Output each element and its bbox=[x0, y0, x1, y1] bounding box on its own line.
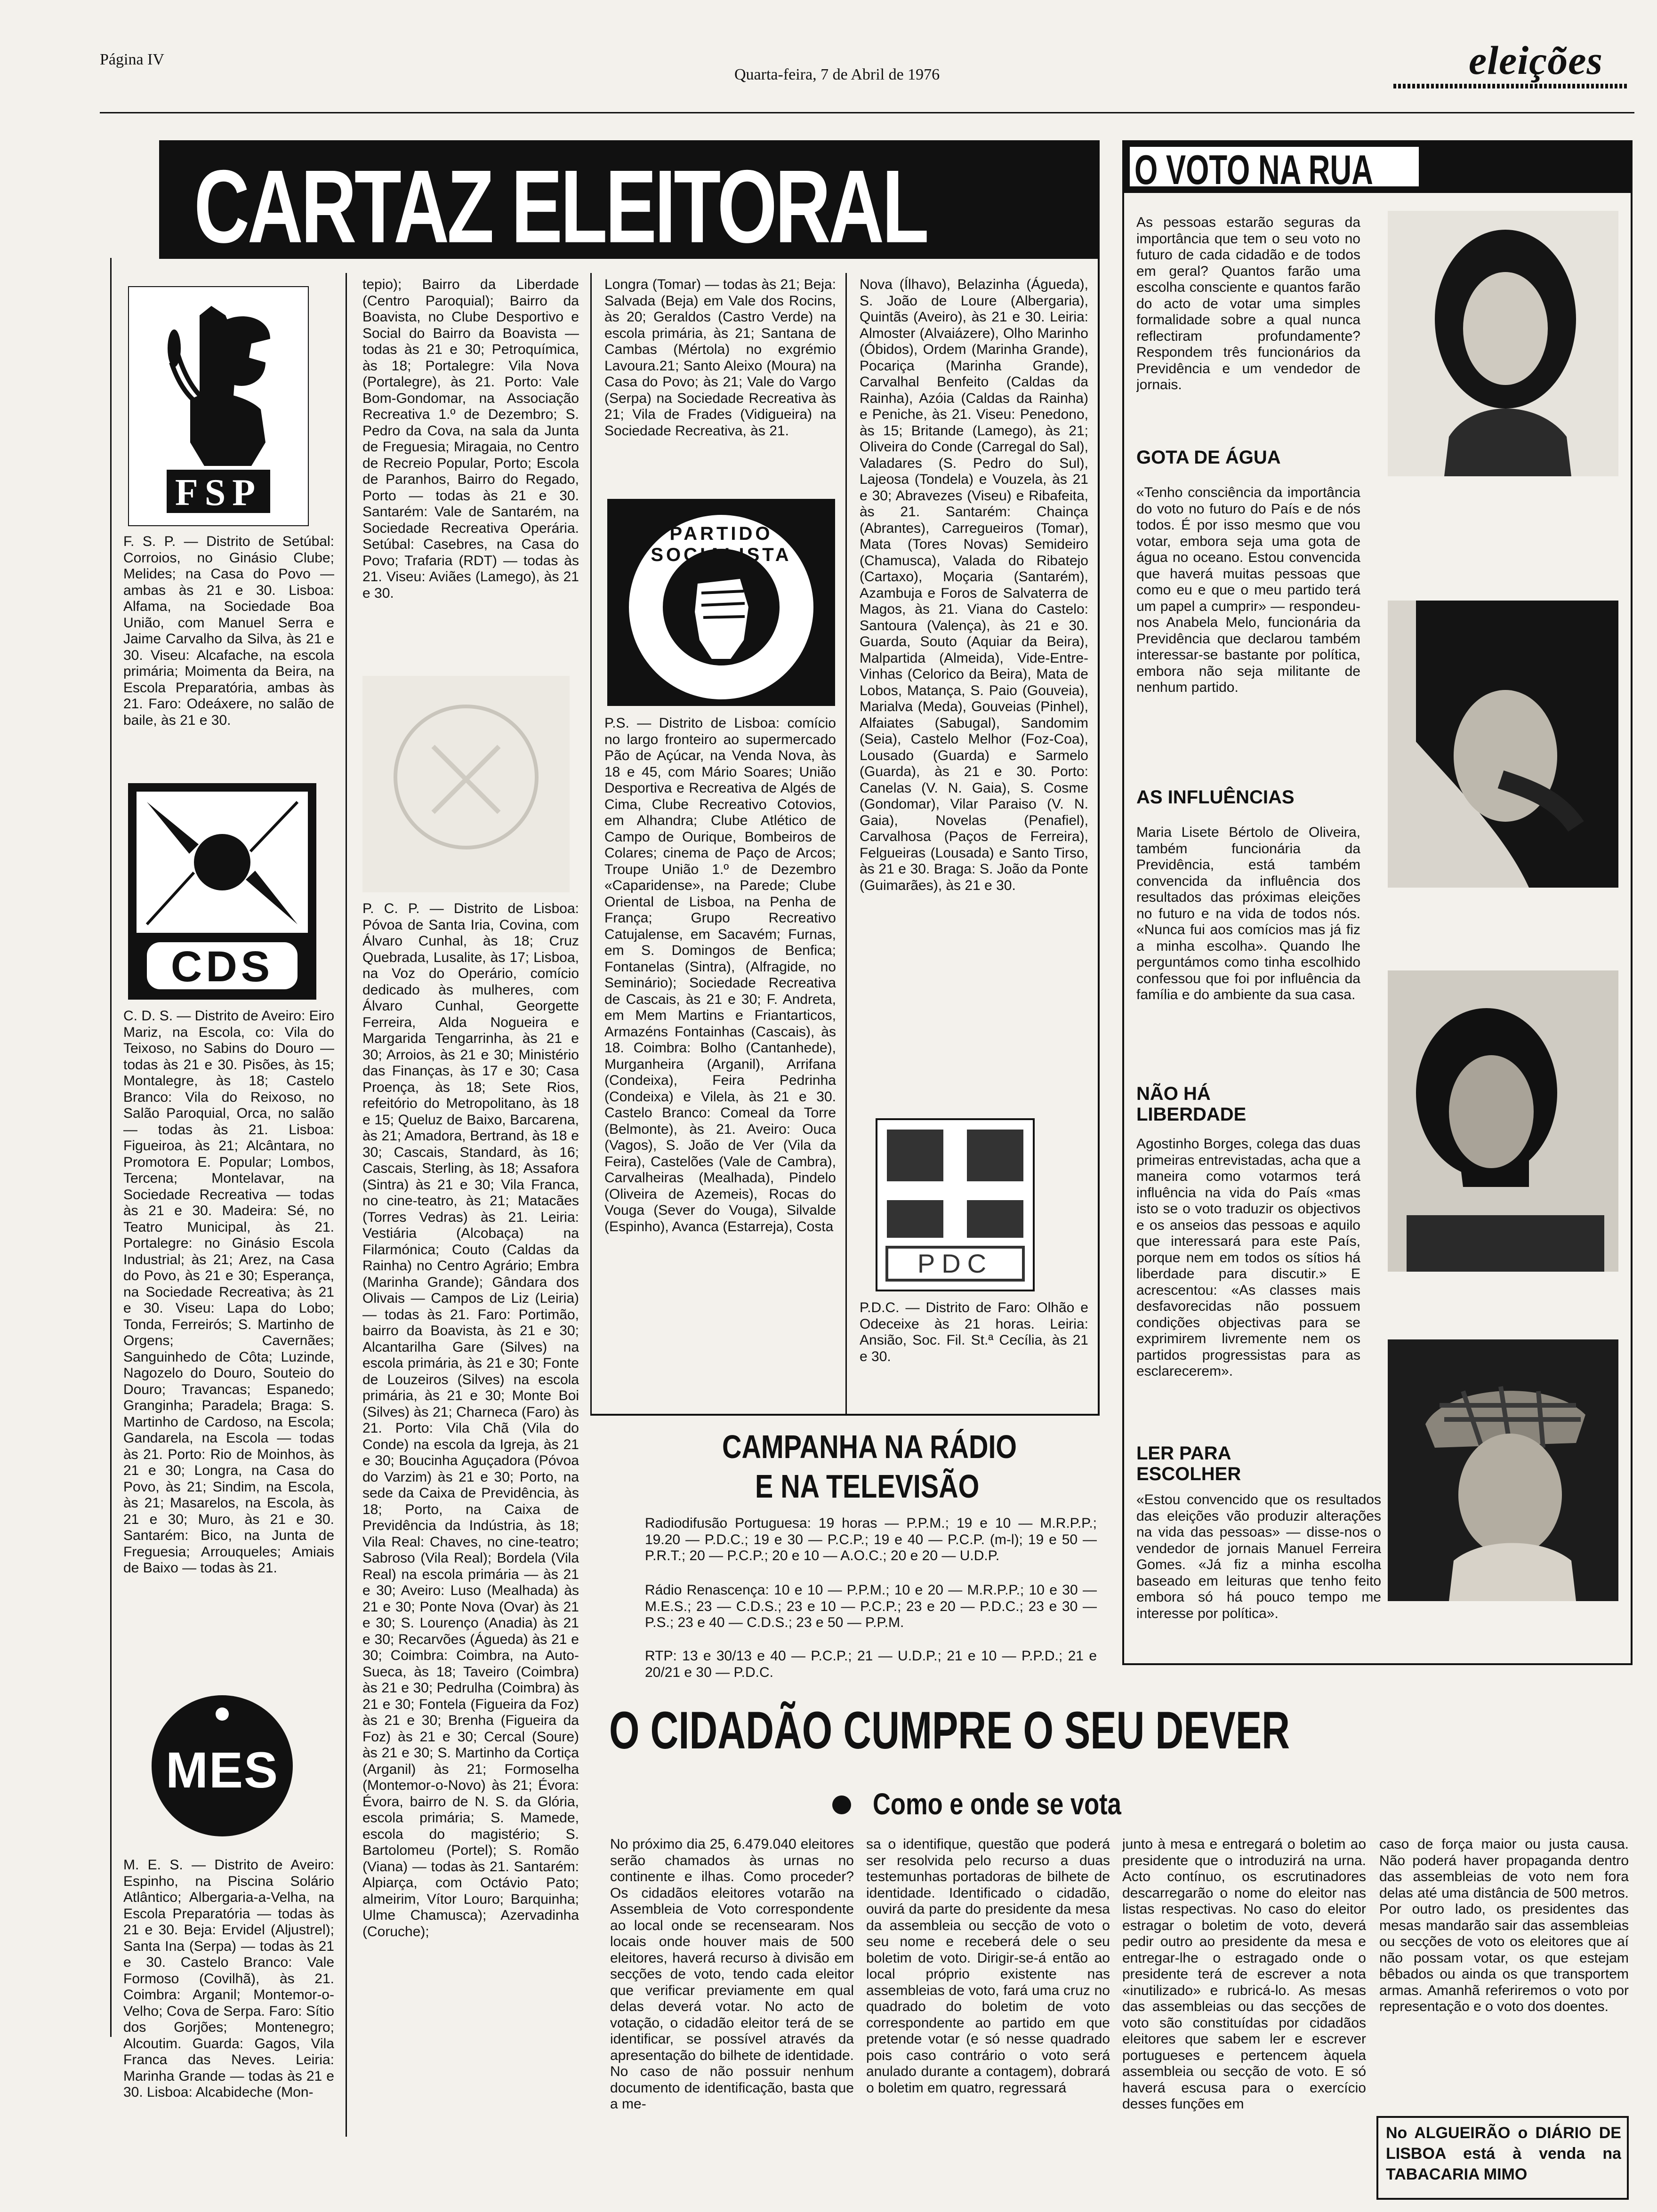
fsp-text: F. S. P. — Distrito de Setúbal: Corroios, no Ginásio Clube; Melides; na Casa do Povo — ambas às 21 e 30. Lisboa: Alfama, na Sociedade Boa União, com Manuel Serra e Jaime Carvalho da Silva, às 21 e 30. Viseu: Alcafache, na escola primária; Moimenta da Beira, na Escola Preparatória, ambas às 21. Faro: Odeáxere, no salão de baile, às 21 e 30. bbox=[123, 534, 334, 728]
header-rule bbox=[100, 112, 1634, 113]
col2-top-text: tepio); Bairro da Liberdade (Centro Paroquial); Bairro da Boavista, no Clube Desportivo e Social do Bairro da Boavista — todas às 21 e 30; Petroquímica, às 18; Portalegre: Vila Nova (Portalegre), às 21. Porto: Vale Bom-Gondomar, na Associação Recreativa 1.º de Dezembro; S. Pedro da Cova, na sala da Junta de Freguesia; Miragaia, no Centro de Recreio Popular, Porto; Escola de Paranhos, Bairro do Regado, Porto — todas às 21 e 30. Santarém: Vale de Santarém, na Sociedade Recreativa Operária. Setúbal: Casebres, na Casa do Povo; Trafaria (RDT) — todas às 21. Viseu: Aviães (Lamego), às 21 e 30. bbox=[362, 277, 579, 601]
fsp-logo bbox=[128, 286, 309, 526]
pdc-logo bbox=[876, 1118, 1035, 1291]
citizen-col-4: caso de força maior ou justa causa. Não poderá haver propaganda dentro das assembleias de voto nem fora delas até uma distância de 500 metros. Por outro lado, os presidentes das mesas mandarão sair das assembleias ou secções de voto os eleitores que aí não possam votar, os que estejam bêbados ou ainda os que transportem armas. Amanhã referiremos o voto por representação e o voto dos doentes. bbox=[1379, 1836, 1629, 2014]
sidebar-heading-ler-1: LER PARA bbox=[1136, 1443, 1231, 1464]
sidebar-title: O VOTO NA RUA bbox=[1134, 146, 1373, 193]
interviewee-photo-3 bbox=[1388, 970, 1618, 1272]
pcp-emblem-icon bbox=[362, 676, 570, 892]
radio-title-1: CAMPANHA NA RÁDIO bbox=[722, 1428, 1017, 1465]
radio-rtp: RTP: 13 e 30/13 e 40 — P.C.P.; 21 — U.D.P.; 21 e 10 — P.P.D.; 21 e 20/21 e 30 — P.D.C. bbox=[645, 1648, 1097, 1680]
cds-logo bbox=[128, 783, 316, 1000]
sidebar-p-ler: «Estou convencido que os resultados das eleições vão produzir alterações na vida das pessoas» — disse-nos o vendedor de jornais Manuel Ferreira Gomes. «Já fiz a minha escolha baseado em leituras que tenho feito embora só há pouco tempo me interesse por política». bbox=[1136, 1492, 1381, 1621]
sidebar-heading-gota: GOTA DE ÁGUA bbox=[1136, 447, 1281, 468]
sidebar-intro: As pessoas estarão seguras da importância que tem o seu voto no futuro de cada cidadão e de todos em geral? Quantos farão uma escolha consciente e quantos farão do acto de votar uma simples formalidade sobre a qual nunca reflectiram profundamente? Respondem três funcionários da Previdência e um vendedor de jornais. bbox=[1136, 215, 1360, 393]
ps-text: P.S. — Distrito de Lisboa: comício no largo fronteiro ao supermercado Pão de Açúcar, na Venda Nova, às 18 e 45, com Mário Soares; União Desportiva e Recreativa de Algés de Cima, Clube Recreativo Cotovios, em Alhandra; Clube Atlético de Campo de Ourique, Bombeiros de Colares; cinema de Paço de Arcos; Troupe União 1.º de Dezembro «Caparidense», na Parede; Clube Oriental de Lisboa, na Penha de França; Grupo Recreativo Catujalense, em Sacavém; Furnas, em S. Domingos de Benfica; Fontanelas (Sintra), (Alfragide, no Seminário); Sociedade Recreativa de Cascais, às 21 e 30; F. Andreta, em Mem Martins e Friantarticos, Armazéns Fontainhas (Cascais), às 18. Coimbra: Bolho (Cantanhede), Murganheira (Arganil), Arrifana (Condeixa), Feira Pedrinha (Condeixa) e Vilela, às 21 e 30. Castelo Branco: Comeal da Torre (Belmonte), às 21. Aveiro: Ouca (Vagos), S. João de Ver (Vila da Feira), Castelões (Vale de Cambra), Carvalheiras (Mealhada), Pindelo (Oliveira de Azemeis), Rocas do Vouga (Sever do Vouga), Silvalde (Espinho), Avanca (Estarreja), Costa bbox=[604, 715, 836, 1234]
citizen-col-1: No próximo dia 25, 6.479.040 eleitores serão chamados às urnas no continente e ilhas. Como proceder? Os cidadãos eleitores votarão na Assembleia de Voto correspondente ao local onde se recensearam. Nos locais onde houver mais de 500 eleitores, haverá recurso à divisão em secções de voto, tendo cada eleitor que verificar previamente em qual delas deverá votar. No acto de votação, o cidadão eleitor terá de se identificar, se possível através da apresentação do bilhete de identidade. No caso de não possuir nenhum documento de identificação, basta que a me- bbox=[610, 1836, 854, 2112]
cds-text: C. D. S. — Distrito de Aveiro: Eiro Mariz, na Escola, co: Vila do Teixoso, no Sabins do Douro — todas às 21 e 30. Pisões, às 15; Montalegre, às 18; Castelo Branco: Vila do Reixoso, no Salão Paroquial, Orca, no salão — todas às 21. Lisboa: Figueiroa, às 21; Alcântara, no Promotora E. Popular; Lombos, Tercena; Montelavar, na Sociedade Recreativa — todas às 21 e 30. Madeira: Sé, no Teatro Municipal, às 21. Portalegre: no Ginásio Escola Industrial; às 21; Arez, na Casa do Povo, às 21 e 30; Esperança, na Sociedade Recreativa; às 21 e 30. Viseu: Lapa do Lobo; Tonda, Ferreirós; S. Martinho de Orgens; Cavernães; Sanguinhedo de Côta; Luzinde, Nagozelo do Douro, Souteio do Douro; Travancas; Espanedo; Granginha; Paradela; Braga: S. Martinho de Cardoso, na Escola; Gandarela, na Escola — todas às 21. Porto: Rio de Moinhos, às 21 e 30; Longra, na Casa do Povo, às 21; Sindim, na Escola, às 21; Masarelos, na Escola, às 21 e 30; Muro, às 21 e 30. Santarém: Bico, na Junta de Freguesia; Arrouqueles; Amiais de Baixo — todas às 21. bbox=[123, 1008, 334, 1576]
section-label: eleições bbox=[1469, 38, 1603, 83]
pdc-logo-text: PDC bbox=[917, 1249, 993, 1278]
page-number: Página IV bbox=[100, 51, 164, 68]
radio-rdp: Radiodifusão Portuguesa: 19 horas — P.P.M.; 19 e 10 — M.R.P.P.; 19.20 — P.D.C.; 19 e 30 — P.C.P.; 19 e 40 — P.C.P. (m-l); 19 e 50 — P.R.T.; 20 — P.C.P.; 20 e 10 — A.O.C.; 20 e 20 — U.D.P. bbox=[645, 1515, 1097, 1563]
sidebar-p-liberdade: Agostinho Borges, colega das duas primeiras entrevistadas, acha que a maneira como votarmos terá influência na vida do País «mas isto se o voto traduzir os objectivos e os anseios das pessoas e aquilo que interessará para este País, porque nem em todos os sítios há liberdade para discutir.» E acrescentou: «As classes mais desfavorecidas não possuem condições objectivas para se exprimirem livremente nem os partidos progressistas para as esclarecerem». bbox=[1136, 1136, 1360, 1379]
pdc-text: P.D.C. — Distrito de Faro: Olhão e Odeceixe às 21 horas. Leiria: Ansião, Soc. Fil. St.ª Cecília, às 21 e 30. bbox=[860, 1300, 1088, 1364]
ps-ring-text: PARTIDO SOCIALISTA bbox=[651, 523, 792, 565]
main-title: CARTAZ ELEITORAL bbox=[194, 148, 927, 264]
citizen-bullet bbox=[832, 1795, 851, 1814]
fsp-logo-text: FSP bbox=[175, 472, 262, 513]
mes-logo bbox=[123, 1695, 321, 1851]
sidebar-heading-influencias: AS INFLUÊNCIAS bbox=[1136, 787, 1295, 808]
algueirao-text: No ALGUEIRÃO o DIÁRIO DE LISBOA está à venda na TABACARIA MIMO bbox=[1386, 2124, 1621, 2183]
col2-left-rule bbox=[346, 273, 347, 2137]
sidebar-p-gota: «Tenho consciência da importância do voto no futuro do País e de nós todos. É por isso mesmo que vou votar, embora seja uma gota de água no oceano. Estou convencida que haverá muitas pessoas que como eu e que o meu partido terá um papel a cumprir» — respondeu-nos Anabela Melo, funcionária da Previdência que declarou também interessar-se bastante por política, embora não seja militante de nenhum partido. bbox=[1136, 485, 1360, 695]
ps-logo bbox=[607, 499, 835, 706]
col3-left-rule bbox=[590, 273, 592, 1416]
cartaz-right-rule bbox=[1098, 140, 1100, 1416]
section-underline bbox=[1393, 84, 1629, 88]
interviewee-photo-2 bbox=[1388, 601, 1618, 888]
cds-logo-text: CDS bbox=[170, 943, 274, 991]
sidebar-heading-ler-2: ESCOLHER bbox=[1136, 1464, 1241, 1484]
interviewee-photo-4 bbox=[1388, 1339, 1618, 1601]
cartaz-left-rule bbox=[110, 258, 112, 2037]
pcp-logo-faded bbox=[362, 676, 570, 892]
citizen-col-2: sa o identifique, questão que poderá ser resolvida pelo recurso a duas testemunhas portadoras de bilhete de identidade. Identificado o cidadão, ouvirá da parte do presidente da mesa da assembleia ou secção de voto o seu nome e receberá dele o seu boletim de voto. Dirigir-se-á então ao local próprio existente nas assembleias de voto, fará uma cruz no quadrado do boletim de voto correspondente ao partido em que pretende votar (e só nesse quadrado pois caso contrário o voto será anulado durante a contagem), dobrará o boletim em quatro, regressará bbox=[866, 1836, 1110, 2096]
col4-left-rule bbox=[845, 273, 847, 1416]
interviewee-photo-1 bbox=[1388, 211, 1618, 476]
col3-top-text: Longra (Tomar) — todas às 21; Beja: Salvada (Beja) em Vale dos Rocins, às 20; Geraldos (Castro Verde) na escola primária, às 21; Santana de Cambas (Mértola) no exgrémio Lavoura.21; Santo Aleixo (Moura) na Casa do Povo; às 21; Vale do Vargo (Serpa) na Sociedade Recreativa às 21; Vila de Frades (Vidigueira) na Sociedade Recreativa, às 21. bbox=[604, 277, 836, 439]
radio-rr: Rádio Renascença: 10 e 10 — P.P.M.; 10 e 20 — M.R.P.P.; 10 e 30 — M.E.S.; 23 — C.D.S.; 23 e 10 — P.C.P.; 23 e 20 — P.D.C.; 23 e 30 — P.S.; 23 e 40 — C.D.S.; 23 e 50 — P.P.M. bbox=[645, 1582, 1097, 1630]
citizen-title: O CIDADÃO CUMPRE O SEU DEVER bbox=[609, 1701, 1290, 1760]
sidebar-p-influencias: Maria Lisete Bértolo de Oliveira, também funcionária da Previdência, está também convencida da influência dos resultados das próximas eleições no futuro e na vida de todos nós. «Nunca fui aos comícios mas já fiz a minha escolha». Quando lhe perguntámos como tinha escolhido confessou que foi por influência da família e do ambiente da sua casa. bbox=[1136, 825, 1360, 1002]
mes-logo-text: MES bbox=[166, 1741, 279, 1798]
mes-text: M. E. S. — Distrito de Aveiro: Espinho, na Piscina Solário Atlântico; Albergaria-a-Velha, na Escola Preparatória — todas às 21 e 30. Beja: Ervidel (Aljustrel); Santa Ina (Serpa) — todas às 21 e 30. Castelo Branco: Vale Formoso (Covilhã), às 21. Coimbra: Arganil; Montemor-o-Velho; Cova de Serpa. Faro: Sítio dos Gorjões; Montenegro; Alcoutim. Guarda: Gagos, Vila Franca das Neves. Leiria: Marinha Grande — todas às 21 e 30. Lisboa: Alcabideche (Mon- bbox=[123, 1857, 334, 2100]
cartaz-bottom-rule bbox=[590, 1414, 1100, 1416]
sidebar-heading-liberdade-2: LIBERDADE bbox=[1136, 1104, 1247, 1125]
citizen-col-3: junto à mesa e entregará o boletim ao presidente que o introduzirá na urna. Acto contínuo, os escrutinadores descarregarão o nome do eleitor nas listas respectivas. No caso do eleitor estragar o boletim de voto, deverá pedir outro ao presidente da mesa e entregar-lhe o estragado onde o presidente terá de escrever a nota «inutilizado» e rubricá-lo. As mesas das assembleias ou das secções de voto são constituídas por cidadãos eleitores que sabem ler e escrever portugueses e pertencem àquela assembleia ou secção de voto. E só haverá escusa para o exercício desses funções em bbox=[1122, 1836, 1366, 2112]
sidebar-heading-liberdade-1: NÃO HÁ bbox=[1136, 1083, 1211, 1104]
pcp-text: P. C. P. — Distrito de Lisboa: Póvoa de Santa Iria, Covina, com Álvaro Cunhal, às 18; Cruz Quebrada, Lusalite, às 17; Lisboa, na Voz do Operário, comício dedicado às mulheres, com Álvaro Cunhal, Georgette Ferreira, Alda Nogueira e Margarida Tengarrinha, às 21 e 30; Arroios, às 21 e 30; Ministério das Finanças, às 17 e 30; Casa Proença, às 18; Sete Rios, refeitório do Metropolitano, às 18 e 15; Queluz de Baixo, Barcarena, às 21; Amadora, Bertrand, às 18 e 30; Cascais, Standard, às 16; Cascais, Sterling, às 18; Assafora (Sintra) às 21 e 30; Vila Franca, no cine-teatro, às 21; Matacães (Torres Vedras) às 21. Leiria: Vestiária (Alcobaça) na Filarmónica; Couto (Caldas da Rainha) no Centro Agrário; Embra (Marinha Grande); Gândara dos Olivais — Campos de Liz (Leiria) — todas às 21. Faro: Portimão, bairro da Boavista, às 21 e 30; Alcantarilha Gare (Silves) na escola primária, às 21 e 30; Fonte de Louzeiros (Silves) na escola primária, às 21 e 30; Monte Boi (Silves) às 21; Charneca (Faro) às 21. Porto: Vila Chã (Vila do Conde) na escola da Igreja, às 21 e 30; Boucinha Aguçadora (Póvoa do Varzim) às 21 e 30; Porto, na sede da Caixa de Previdência, às 18; Porto, na Caixa de Previdência da Indústria, às 18; Vila Real: Chaves, no cine-teatro; Sabroso (Vila Real); Bordela (Vila Real) na escola primária — às 21 e 30; Aveiro: Luso (Mealhada) às 21 e 30; Ponte Nova (Ovar) às 21 e 30; S. Lourenço (Anadia) às 21 e 30; Recarvões (Águeda) às 21 e 30; Coimbra: Coimbra, na Auto-Sueca, às 18; Taveiro (Coimbra) às 21 e 30; Pedrulha (Coimbra) às 21 e 30; Fontela (Figueira da Foz) às 21 e 30; Brenha (Figueira da Foz) às 21 e 30; Cercal (Soure) às 21 e 30; S. Martinho da Cortiça (Arganil) às 21; Formoselha (Montemor-o-Novo) às 21; Évora: Évora, bairro de N. S. da Glória, escola primária; S. Mamede, escola do magistério; S. Bartolomeu (Portel); S. Romão (Viana) — todas às 21. Santarém: Alpiarça, com Octávio Pato; almeirim, Vítor Louro; Barquinha; Ulme Chamusca); Azervadinha (Coruche); bbox=[362, 901, 579, 1940]
citizen-subtitle: Como e onde se vota bbox=[873, 1787, 1121, 1821]
radio-title-2: E NA TELEVISÃO bbox=[755, 1468, 980, 1505]
issue-date: Quarta-feira, 7 de Abril de 1976 bbox=[734, 66, 940, 83]
col4-top-text: Nova (Ílhavo), Belazinha (Águeda), S. João de Loure (Albergaria), Quintãs (Aveiro), às 21 e 30. Leiria: Almoster (Alvaiázere), Olho Marinho (Óbidos), Ordem (Marinha Grande), Pocariça (Marinha Grande), Carvalhal Benfeito (Caldas da Rainha), Azóia (Caldas da Rainha) e Peniche, às 21. Viseu: Penedono, às 15; Britande (Lamego), às 21; Oliveira do Conde (Carregal do Sal), Valadares (S. Pedro do Sul), Lajeosa (Tondela) e Vouzela, às 21 e 30; Abravezes (Viseu) e Ribafeita, às 21. Santarém: Chainça (Abrantes), Carregueiros (Tomar), Mata (Tores Novas) Semideiro (Chamusca), Valada do Ribatejo (Cartaxo), Moçaria (Santarém), Azambuja e Foros de Salvaterra de Magos, às 21. Viana do Castelo: Santoura (Valença), às 21 e 30. Guarda, Souto (Aquiar da Beira), Malpartida (Almeida), Vide-Entre-Vinhas (Celorico da Beira), Mata de Lobos, Matança, S. Paio (Gouveia), Marialva (Meda), Gouveias (Pinhel), Alfaiates (Sabugal), Sandomim (Seia), Castelo Melhor (Foz-Coa), Lousado (Guarda) e Sarmelo (Guarda), às 21 e 30. Porto: Canelas (V. N. Gaia), S. Cosme (Gondomar), Vilar Paraiso (V. N. Gaia), Novelas (Penafiel), Carvalhosa (Paços de Ferreira), Felgueiras (Lousada) e Santo Tirso, às 21 e 30. Braga: S. João da Ponte (Guimarães), às 21 e 30. bbox=[860, 277, 1088, 893]
